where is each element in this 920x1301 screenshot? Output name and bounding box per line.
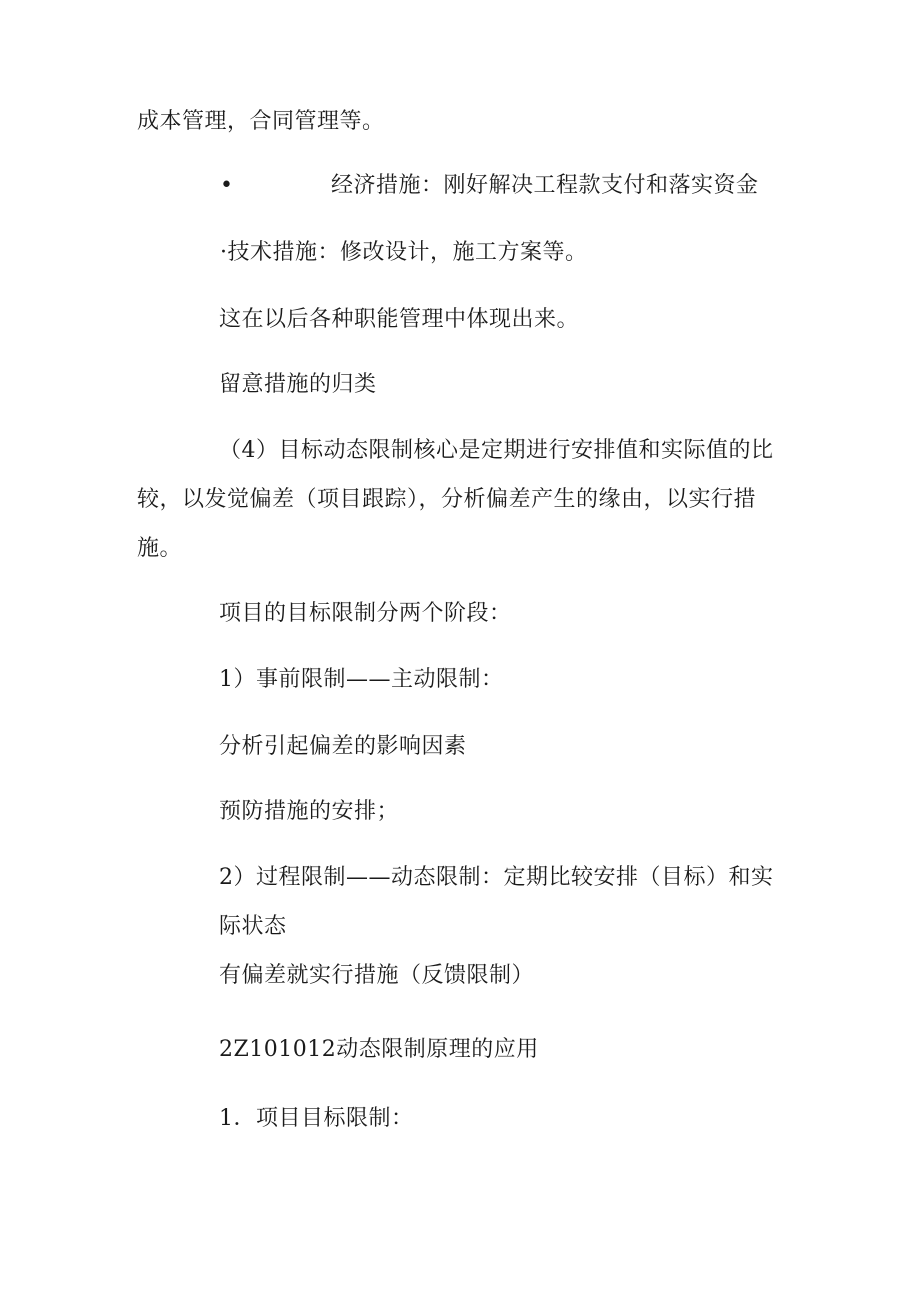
bullet-icon: • xyxy=(220,173,233,198)
text-line: 分析引起偏差的影响因素 xyxy=(219,734,467,759)
text-line: 较，以发觉偏差（项目跟踪），分析偏差产生的缘由，以实行措 xyxy=(137,487,757,512)
text-line: 有偏差就实行措施（反馈限制） xyxy=(219,963,535,988)
text-line: 项目的目标限制分两个阶段： xyxy=(219,601,512,626)
text-line: 经济措施：刚好解决工程款支付和落实资金 xyxy=(331,173,759,198)
text-line: 留意措施的归类 xyxy=(219,372,377,397)
text-line: 1．项目目标限制： xyxy=(219,1106,414,1131)
text-line: （4）目标动态限制核心是定期进行安排值和实际值的比 xyxy=(219,438,774,463)
text-line: 预防措施的安排； xyxy=(219,799,400,824)
text-line: 成本管理，合同管理等。 xyxy=(137,109,385,134)
text-line: 际状态 xyxy=(219,914,287,939)
text-line: 2Z101012动态限制原理的应用 xyxy=(219,1037,539,1062)
text-line: 1）事前限制——主动限制： xyxy=(219,667,504,692)
text-line: ·技术措施：修改设计，施工方案等。 xyxy=(220,240,588,265)
text-line: 2）过程限制——动态限制：定期比较安排（目标）和实 xyxy=(219,865,774,890)
text-line: 施。 xyxy=(137,536,183,561)
text-line: 这在以后各种职能管理中体现出来。 xyxy=(219,307,580,332)
